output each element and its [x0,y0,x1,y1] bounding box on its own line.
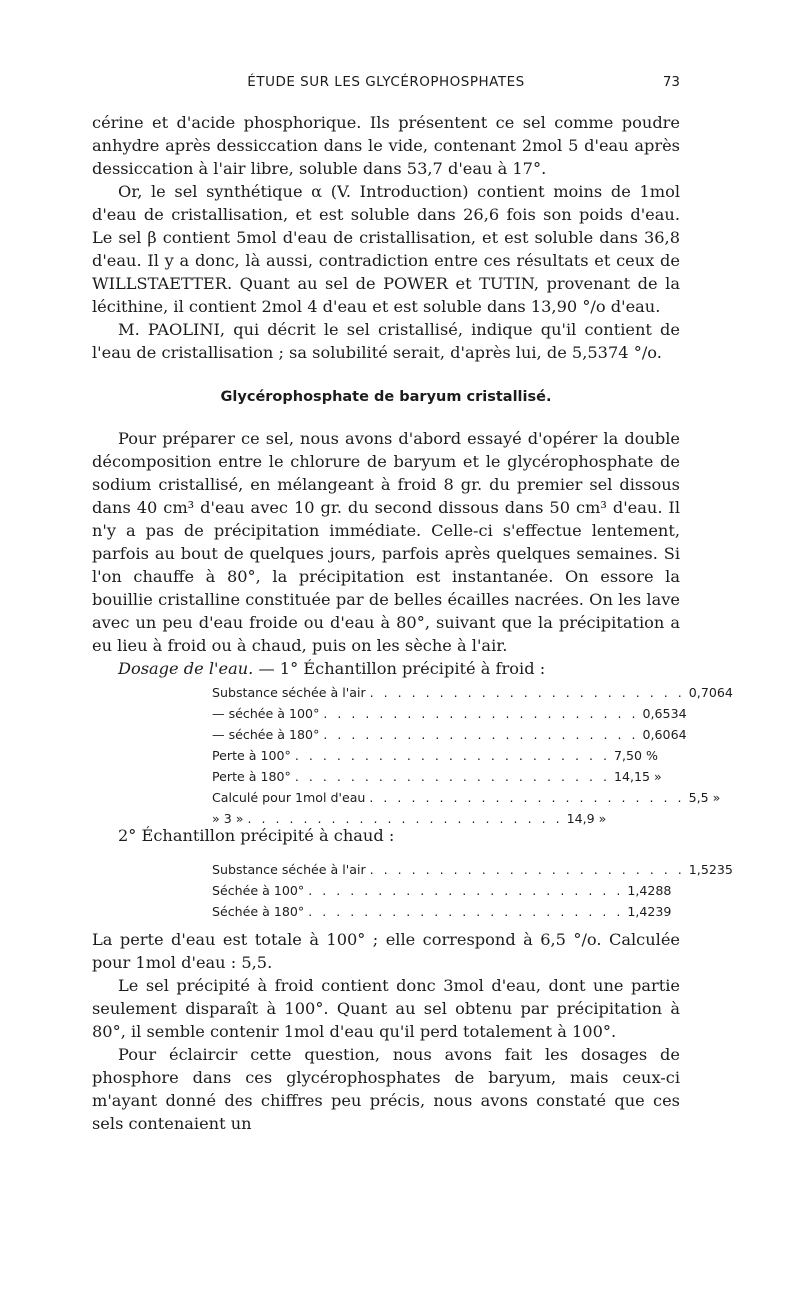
row-label: Séchée à 180° [212,904,305,919]
leader-dots: . . . . . . . . . . . . . . . . . . . . . . . [369,862,685,877]
measurement-table-hot [212,862,733,925]
table-row [212,727,687,748]
paragraph: Pour préparer ce sel, nous avons d'abord essayé d'opérer la double décomposition entre le chlorure de baryum et le glycérophosphate de sodium cristallisé, en mélangeant à froid 8 gr. du premier sel dissous dans 40 cm³ d'eau avec 10 gr. du second dissous dans 50 cm³ d'eau. Il n'y a pas de précipitation immédiate. Celle-ci s'effectue lentement, parfois au bout de quelques jours, parfois après quelques semaines. Si l'on chauffe à 80°, la précipitation est instantanée. On essore la bouillie cristalline constituée par de belles écailles nacrées. On les lave avec un peu d'eau froide ou d'eau à 80°, suivant que la précipitation a eu lieu à froid ou à chaud, puis on les sèche à l'air. [92,429,680,655]
row-value: 5,5 » [688,790,721,805]
row-value: 1,4239 [627,904,672,919]
row-label: — séchée à 100° [212,706,320,721]
row-value: 14,15 » [613,769,662,784]
row-value: 1,4288 [627,883,672,898]
paragraph: Le sel précipité à froid contient donc 3mol d'eau, dont une partie seulement disparaît à 100°. Quant au sel obtenu par précipitation à 80°, il semble contenir 1mol d'eau qu'il perd totalement à 100°. [92,976,680,1041]
paragraph: cérine et d'acide phosphorique. Ils présentent ce sel comme poudre anhydre après dessiccation dans le vide, contenant 2mol 5 d'eau après dessiccation à l'air libre, soluble dans 53,7 d'eau à 17°. [92,113,680,178]
leader-dots: . . . . . . . . . . . . . . . . . . . . . . . [247,811,563,826]
row-value: 7,50 % [613,748,658,763]
leader-dots: . . . . . . . . . . . . . . . . . . . . . . . [323,727,639,742]
leader-dots: . . . . . . . . . . . . . . . . . . . . . . . [369,685,685,700]
leader-dots: . . . . . . . . . . . . . . . . . . . . . . . [294,748,610,763]
row-label: Séchée à 100° [212,883,305,898]
leader-dots: . . . . . . . . . . . . . . . . . . . . . . . [294,769,610,784]
row-label: Substance séchée à l'air [212,862,366,877]
table-row [212,904,672,925]
sample2-title: 2° Échantillon précipité à chaud : [118,826,395,845]
section-title: Glycérophosphate de baryum cristallisé. [220,389,552,405]
row-label: » 3 » [212,811,244,826]
paragraph: Or, le sel synthétique α (V. Introduction) contient moins de 1mol d'eau de cristallisation, et est soluble dans 26,6 fois son poids d'eau. Le sel β contient 5mol d'eau de cristallisation, et est soluble dans 36,8 d'eau. Il y a donc, là aussi, contradiction entre ces résultats et ceux de WILLSTAETTER. Quant au sel de POWER et TUTIN, provenant de la lécithine, il contient 2mol 4 d'eau et est soluble dans 13,90 °/o d'eau. [92,182,680,316]
paragraph: M. PAOLINI, qui décrit le sel cristallisé, indique qu'il contient de l'eau de cristallisation ; sa solubilité serait, d'après lui, de 5,5374 °/o. [92,320,680,362]
text-block-top [92,111,680,364]
table-row [212,748,658,769]
paragraph: Pour éclaircir cette question, nous avons fait les dosages de phosphore dans ces glycérophosphates de baryum, mais ceux-ci m'ayant donné des chiffres peu précis, nous avons constaté que ces sels contenaient un [92,1045,680,1133]
table-row [212,883,672,904]
leader-dots: . . . . . . . . . . . . . . . . . . . . . . . [323,706,639,721]
row-value: 0,7064 [688,685,733,700]
leader-dots: . . . . . . . . . . . . . . . . . . . . . . . [308,883,624,898]
page-header [92,74,680,100]
table-row [212,862,733,883]
dosage-intro [92,657,680,680]
table-row [212,685,733,706]
page-number: 73 [662,74,680,90]
measurement-table-cold [212,685,733,832]
row-label: Perte à 180° [212,769,291,784]
row-label: Perte à 100° [212,748,291,763]
dosage-intro-italic: Dosage de l'eau. [118,659,254,678]
table-row [212,769,662,790]
row-value: 14,9 » [566,811,607,826]
row-value: 1,5235 [688,862,733,877]
row-value: 0,6534 [642,706,687,721]
leader-dots: . . . . . . . . . . . . . . . . . . . . . . . [308,904,624,919]
leader-dots: . . . . . . . . . . . . . . . . . . . . . . . [369,790,685,805]
row-label: — séchée à 180° [212,727,320,742]
table-row [212,706,687,727]
text-block-mid [92,427,680,680]
paragraph: La perte d'eau est totale à 100° ; elle correspond à 6,5 °/o. Calculée pour 1mol d'eau : 5,5. [92,930,680,972]
text-block-bottom [92,928,680,1135]
table-row [212,790,721,811]
row-value: 0,6064 [642,727,687,742]
running-title: ÉTUDE SUR LES GLYCÉROPHOSPHATES [247,74,525,90]
row-label: Calculé pour 1mol d'eau [212,790,366,805]
row-label: Substance séchée à l'air [212,685,366,700]
dosage-intro-text: — 1° Échantillon précipité à froid : [253,659,546,678]
